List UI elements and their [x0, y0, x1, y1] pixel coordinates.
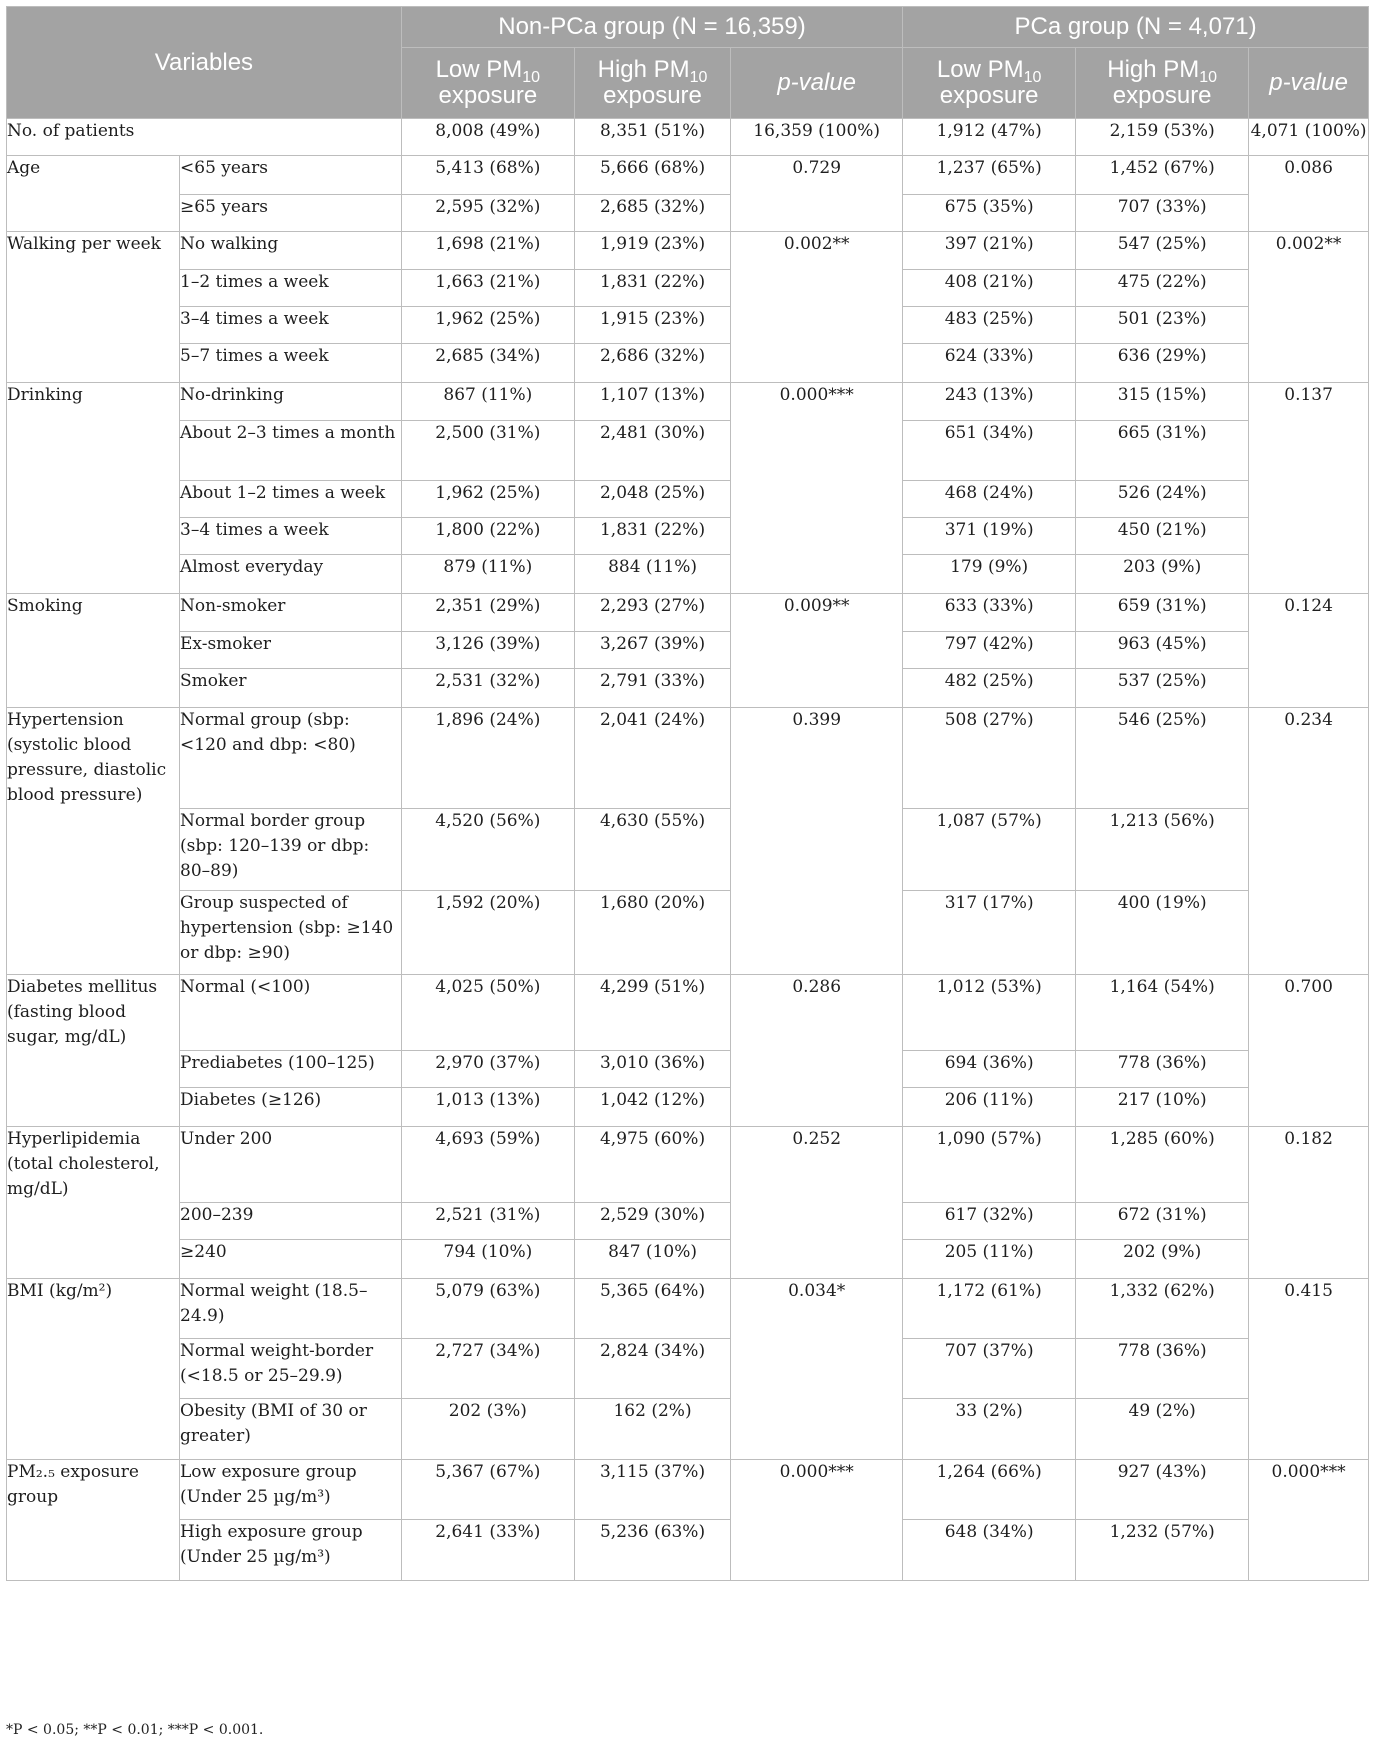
row-subgroup: No walking [180, 232, 402, 270]
table-row [7, 1460, 1369, 1520]
row-subgroup: Ex-smoker [180, 632, 402, 669]
cell-pvalue: 0.399 [731, 708, 903, 975]
table-row [7, 632, 1369, 669]
table-row [7, 975, 1369, 1051]
cell-value: 672 (31%) [1076, 1203, 1249, 1240]
cell-value: 205 (11%) [903, 1240, 1076, 1279]
table-row [7, 809, 1369, 891]
row-subgroup: Smoker [180, 669, 402, 708]
row-subgroup: High exposure group (Under 25 µg/m³) [180, 1520, 402, 1581]
table-row [7, 1127, 1369, 1203]
cell-value: 1,452 (67%) [1076, 156, 1249, 195]
cell-value: 1,592 (20%) [401, 891, 574, 975]
table-row [7, 1051, 1369, 1088]
cell-value: 537 (25%) [1076, 669, 1249, 708]
cell-value: 546 (25%) [1076, 708, 1249, 809]
cell-value: 617 (32%) [903, 1203, 1076, 1240]
table-row [7, 708, 1369, 809]
header-pca-group: PCa group (N = 4,071) [903, 7, 1369, 48]
cell-value: 1,919 (23%) [574, 232, 730, 270]
cell-value: 2,791 (33%) [574, 669, 730, 708]
data-table [6, 6, 1369, 1581]
cell-value: 963 (45%) [1076, 632, 1249, 669]
cell-value: 3,010 (36%) [574, 1051, 730, 1088]
cell-value: 2,685 (32%) [574, 195, 730, 232]
header-nonpca-low: Low $PM_{10}$ exposure [401, 48, 574, 119]
cell-value: 2,727 (34%) [401, 1339, 574, 1399]
table-row [7, 1203, 1369, 1240]
cell-value: 49 (2%) [1076, 1399, 1249, 1460]
cell-value: 4,025 (50%) [401, 975, 574, 1051]
cell-pvalue: 0.124 [1249, 594, 1369, 708]
cell-value: 797 (42%) [903, 632, 1076, 669]
cell-value: 468 (24%) [903, 481, 1076, 518]
row-subgroup: Normal weight-border (<18.5 or 25–29.9) [180, 1339, 402, 1399]
cell-value: 694 (36%) [903, 1051, 1076, 1088]
cell-value: 1,332 (62%) [1076, 1279, 1249, 1339]
row-subgroup: 5–7 times a week [180, 344, 402, 383]
cell-value: 2,686 (32%) [574, 344, 730, 383]
cell-value: 2,481 (30%) [574, 421, 730, 481]
cell-value: 217 (10%) [1076, 1088, 1249, 1127]
row-variable: Smoking [7, 594, 180, 708]
row-subgroup: 200–239 [180, 1203, 402, 1240]
cell-value: 202 (9%) [1076, 1240, 1249, 1279]
cell-value: 162 (2%) [574, 1399, 730, 1460]
cell-value: 16,359 (100%) [731, 119, 903, 156]
row-subgroup: 1–2 times a week [180, 270, 402, 307]
cell-pvalue: 0.034* [731, 1279, 903, 1460]
cell-value: 1,012 (53%) [903, 975, 1076, 1051]
cell-pvalue: 0.086 [1249, 156, 1369, 232]
row-subgroup: <65 years [180, 156, 402, 195]
row-subgroup: Low exposure group (Under 25 µg/m³) [180, 1460, 402, 1520]
cell-value: 1,912 (47%) [903, 119, 1076, 156]
row-subgroup: 3–4 times a week [180, 307, 402, 344]
row-subgroup: Group suspected of hypertension (sbp: ≥140 or dbp: ≥90) [180, 891, 402, 975]
table-row [7, 421, 1369, 481]
cell-value: 202 (3%) [401, 1399, 574, 1460]
table-row [7, 156, 1369, 195]
cell-value: 1,213 (56%) [1076, 809, 1249, 891]
cell-value: 1,107 (13%) [574, 383, 730, 421]
cell-value: 1,232 (57%) [1076, 1520, 1249, 1581]
table-row [7, 481, 1369, 518]
cell-value: 3,115 (37%) [574, 1460, 730, 1520]
header-nonpca-high: High $PM_{10}$ exposure [574, 48, 730, 119]
row-subgroup: Normal group (sbp: <120 and dbp: <80) [180, 708, 402, 809]
table-row [7, 1279, 1369, 1339]
cell-value: 1,915 (23%) [574, 307, 730, 344]
cell-value: 475 (22%) [1076, 270, 1249, 307]
table-row [7, 1240, 1369, 1279]
cell-value: 1,831 (22%) [574, 518, 730, 555]
row-variable: Hyperlipidemia (total cholesterol, mg/dL) [7, 1127, 180, 1279]
cell-pvalue: 0.000*** [731, 1460, 903, 1581]
table-row [7, 344, 1369, 383]
cell-pvalue: 0.234 [1249, 708, 1369, 975]
cell-value: 408 (21%) [903, 270, 1076, 307]
row-subgroup: Non-smoker [180, 594, 402, 632]
table-row [7, 195, 1369, 232]
cell-pvalue: 0.137 [1249, 383, 1369, 594]
cell-value: 1,962 (25%) [401, 481, 574, 518]
cell-value: 5,365 (64%) [574, 1279, 730, 1339]
cell-value: 675 (35%) [903, 195, 1076, 232]
cell-value: 2,641 (33%) [401, 1520, 574, 1581]
row-variable: Drinking [7, 383, 180, 594]
cell-value: 1,087 (57%) [903, 809, 1076, 891]
cell-value: 659 (31%) [1076, 594, 1249, 632]
cell-value: 2,685 (34%) [401, 344, 574, 383]
cell-value: 1,264 (66%) [903, 1460, 1076, 1520]
row-variable: BMI (kg/m²) [7, 1279, 180, 1460]
cell-value: 2,041 (24%) [574, 708, 730, 809]
cell-value: 665 (31%) [1076, 421, 1249, 481]
cell-pvalue: 0.002** [731, 232, 903, 383]
table-row [7, 270, 1369, 307]
cell-value: 778 (36%) [1076, 1051, 1249, 1088]
cell-value: 4,520 (56%) [401, 809, 574, 891]
cell-pvalue: 0.252 [731, 1127, 903, 1279]
row-subgroup: Normal (<100) [180, 975, 402, 1051]
cell-value: 884 (11%) [574, 555, 730, 594]
cell-value: 1,237 (65%) [903, 156, 1076, 195]
header-pca-high: High $PM_{10}$ exposure [1076, 48, 1249, 119]
cell-value: 794 (10%) [401, 1240, 574, 1279]
cell-value: 624 (33%) [903, 344, 1076, 383]
cell-value: 2,970 (37%) [401, 1051, 574, 1088]
cell-value: 2,048 (25%) [574, 481, 730, 518]
cell-value: 1,172 (61%) [903, 1279, 1076, 1339]
row-subgroup: About 2–3 times a month [180, 421, 402, 481]
footnote: *P < 0.05; **P < 0.01; ***P < 0.001. [6, 1722, 264, 1738]
cell-pvalue: 0.415 [1249, 1279, 1369, 1460]
table-row [7, 594, 1369, 632]
table-row [7, 891, 1369, 975]
cell-value: 508 (27%) [903, 708, 1076, 809]
cell-value: 4,975 (60%) [574, 1127, 730, 1203]
table-row [7, 119, 1369, 156]
cell-pvalue: 0.002** [1249, 232, 1369, 383]
cell-value: 5,666 (68%) [574, 156, 730, 195]
cell-value: 179 (9%) [903, 555, 1076, 594]
cell-value: 1,285 (60%) [1076, 1127, 1249, 1203]
row-subgroup: Under 200 [180, 1127, 402, 1203]
row-subgroup: About 1–2 times a week [180, 481, 402, 518]
cell-value: 397 (21%) [903, 232, 1076, 270]
cell-pvalue: 0.009** [731, 594, 903, 708]
cell-value: 8,351 (51%) [574, 119, 730, 156]
row-variable: No. of patients [7, 119, 402, 156]
cell-value: 371 (19%) [903, 518, 1076, 555]
row-variable: PM₂.₅ exposure group [7, 1460, 180, 1581]
cell-value: 4,299 (51%) [574, 975, 730, 1051]
cell-value: 2,824 (34%) [574, 1339, 730, 1399]
table-row [7, 1399, 1369, 1460]
cell-value: 778 (36%) [1076, 1339, 1249, 1399]
cell-value: 8,008 (49%) [401, 119, 574, 156]
cell-value: 879 (11%) [401, 555, 574, 594]
row-subgroup: Almost everyday [180, 555, 402, 594]
cell-value: 927 (43%) [1076, 1460, 1249, 1520]
cell-value: 636 (29%) [1076, 344, 1249, 383]
row-subgroup: Diabetes (≥126) [180, 1088, 402, 1127]
cell-value: 3,126 (39%) [401, 632, 574, 669]
header-pca-low: Low $PM_{10}$ exposure [903, 48, 1076, 119]
cell-pvalue: 0.000*** [1249, 1460, 1369, 1581]
cell-pvalue: 0.729 [731, 156, 903, 232]
row-subgroup: ≥240 [180, 1240, 402, 1279]
cell-value: 400 (19%) [1076, 891, 1249, 975]
table-row [7, 669, 1369, 708]
cell-value: 2,293 (27%) [574, 594, 730, 632]
cell-value: 648 (34%) [903, 1520, 1076, 1581]
row-subgroup: ≥65 years [180, 195, 402, 232]
cell-value: 2,159 (53%) [1076, 119, 1249, 156]
cell-value: 633 (33%) [903, 594, 1076, 632]
row-subgroup: Prediabetes (100–125) [180, 1051, 402, 1088]
cell-value: 867 (11%) [401, 383, 574, 421]
cell-value: 243 (13%) [903, 383, 1076, 421]
table-row [7, 555, 1369, 594]
cell-pvalue: 0.700 [1249, 975, 1369, 1127]
cell-pvalue: 0.286 [731, 975, 903, 1127]
cell-value: 3,267 (39%) [574, 632, 730, 669]
cell-value: 482 (25%) [903, 669, 1076, 708]
cell-value: 1,013 (13%) [401, 1088, 574, 1127]
row-variable: Walking per week [7, 232, 180, 383]
cell-value: 1,962 (25%) [401, 307, 574, 344]
row-subgroup: Normal border group (sbp: 120–139 or dbp: 80–89) [180, 809, 402, 891]
cell-value: 203 (9%) [1076, 555, 1249, 594]
cell-value: 5,236 (63%) [574, 1520, 730, 1581]
cell-pvalue: 0.000*** [731, 383, 903, 594]
cell-value: 1,896 (24%) [401, 708, 574, 809]
cell-value: 651 (34%) [903, 421, 1076, 481]
cell-value: 707 (33%) [1076, 195, 1249, 232]
header-variables: Variables [7, 7, 402, 119]
cell-value: 1,831 (22%) [574, 270, 730, 307]
header-nonpca-pvalue: p-value [731, 48, 903, 119]
cell-value: 206 (11%) [903, 1088, 1076, 1127]
cell-value: 547 (25%) [1076, 232, 1249, 270]
cell-value: 2,531 (32%) [401, 669, 574, 708]
cell-value: 2,529 (30%) [574, 1203, 730, 1240]
cell-value: 5,079 (63%) [401, 1279, 574, 1339]
table-row [7, 232, 1369, 270]
table-row [7, 518, 1369, 555]
row-variable: Hypertension (systolic blood pressure, diastolic blood pressure) [7, 708, 180, 975]
cell-value: 5,367 (67%) [401, 1460, 574, 1520]
cell-value: 4,630 (55%) [574, 809, 730, 891]
header-pca-pvalue: p-value [1249, 48, 1369, 119]
table-row [7, 1339, 1369, 1399]
cell-pvalue: 0.182 [1249, 1127, 1369, 1279]
cell-value: 2,595 (32%) [401, 195, 574, 232]
cell-value: 2,351 (29%) [401, 594, 574, 632]
table-row [7, 1520, 1369, 1581]
cell-value: 2,521 (31%) [401, 1203, 574, 1240]
cell-value: 483 (25%) [903, 307, 1076, 344]
row-subgroup: Normal weight (18.5–24.9) [180, 1279, 402, 1339]
cell-value: 317 (17%) [903, 891, 1076, 975]
cell-value: 450 (21%) [1076, 518, 1249, 555]
cell-value: 1,680 (20%) [574, 891, 730, 975]
row-subgroup: 3–4 times a week [180, 518, 402, 555]
row-subgroup: Obesity (BMI of 30 or greater) [180, 1399, 402, 1460]
cell-value: 526 (24%) [1076, 481, 1249, 518]
cell-value: 1,090 (57%) [903, 1127, 1076, 1203]
cell-value: 1,800 (22%) [401, 518, 574, 555]
cell-value: 501 (23%) [1076, 307, 1249, 344]
table-row [7, 307, 1369, 344]
row-variable: Diabetes mellitus (fasting blood sugar, mg/dL) [7, 975, 180, 1127]
cell-value: 2,500 (31%) [401, 421, 574, 481]
cell-value: 4,693 (59%) [401, 1127, 574, 1203]
table-row [7, 383, 1369, 421]
cell-value: 707 (37%) [903, 1339, 1076, 1399]
cell-value: 847 (10%) [574, 1240, 730, 1279]
row-variable: Age [7, 156, 180, 232]
cell-value: 1,042 (12%) [574, 1088, 730, 1127]
cell-value: 5,413 (68%) [401, 156, 574, 195]
cell-value: 1,164 (54%) [1076, 975, 1249, 1051]
row-subgroup: No-drinking [180, 383, 402, 421]
cell-value: 1,698 (21%) [401, 232, 574, 270]
cell-value: 1,663 (21%) [401, 270, 574, 307]
table-body [7, 119, 1369, 1581]
cell-value: 33 (2%) [903, 1399, 1076, 1460]
header-nonpca-group: Non-PCa group (N = 16,359) [401, 7, 902, 48]
table-header [7, 7, 1369, 119]
cell-value: 4,071 (100%) [1249, 119, 1369, 156]
cell-value: 315 (15%) [1076, 383, 1249, 421]
table-row [7, 1088, 1369, 1127]
